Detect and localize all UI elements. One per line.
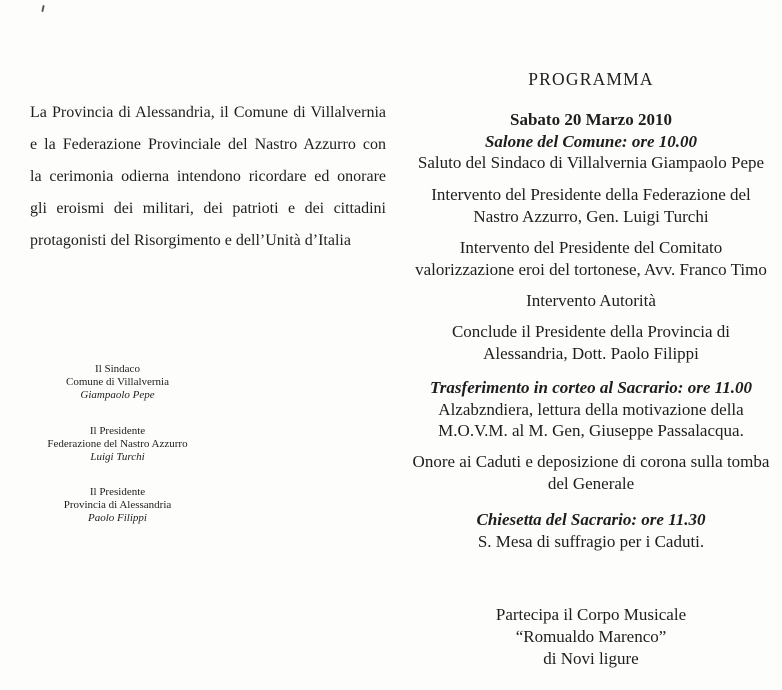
signature-block-presidente-federazione (15, 425, 220, 464)
program-line: Conclude il Presidente della Provincia di (451, 322, 731, 341)
signature-role: Il Presidente (89, 486, 146, 498)
signature-name: Giampaolo Pepe (80, 389, 155, 401)
program-venue-time: Trasferimento in corteo al Sacrario: ore 11.00 (430, 378, 752, 397)
signature-role: Il Presidente (89, 425, 146, 437)
program-item-onore-caduti (400, 451, 782, 494)
program-line: di Novi ligure (543, 649, 639, 668)
program-line: Alzabzndiera, lettura della motivazione della (438, 399, 744, 419)
program-venue-time: Salone del Comune: ore 10.00 (484, 131, 698, 151)
program-line: valorizzazione eroi del tortonese, Avv. Franco Timo (415, 259, 767, 279)
dedication-line: e la Federazione Provinciale del Nastro Azzurro con (30, 136, 386, 153)
program-line: Saluto del Sindaco di Villalvernia Giampaolo Pepe (417, 153, 765, 172)
signature-block-presidente-provincia (15, 486, 220, 525)
program-item-trasferimento-sacrario (400, 377, 782, 442)
signature-organization: Provincia di Alessandria (63, 499, 172, 511)
signature-name: Luigi Turchi (90, 451, 145, 463)
program-line: Intervento del Presidente della Federazione del (431, 185, 751, 204)
program-line: Intervento del Presidente del Comitato (459, 238, 723, 257)
program-line: M.O.V.M. al M. Gen, Giuseppe Passalacqua. (438, 421, 744, 440)
program-date: Sabato 20 Marzo 2010 (510, 110, 672, 129)
program-title: PROGRAMMA (528, 69, 654, 89)
program-item-intervento-federazione (400, 184, 782, 227)
program-item-salone-comune (400, 109, 782, 174)
program-item-chiesetta-sacrario (400, 509, 782, 552)
dedication-line: La Provincia di Alessandria, il Comune di Villalvernia (30, 104, 386, 121)
program-line: S. Mesa di suffragio per i Caduti. (477, 531, 705, 551)
dedication-paragraph (30, 97, 386, 257)
program-item-corpo-musicale (400, 604, 782, 670)
dedication-line: gli eroismi dei militari, dei patrioti e dei cittadini (30, 200, 386, 217)
program-item-conclude-presidente (400, 321, 782, 364)
signature-name: Paolo Filippi (88, 512, 147, 524)
program-line: Onore ai Caduti e deposizione di corona sulla tomba (412, 452, 770, 471)
program-line: Nastro Azzurro, Gen. Luigi Turchi (473, 206, 709, 226)
program-item-intervento-comitato (400, 237, 782, 280)
program-item-intervento-autorita (400, 290, 782, 312)
signature-role: Il Sindaco (95, 363, 140, 375)
program-venue-time: Chiesetta del Sacrario: ore 11.30 (476, 510, 706, 529)
signature-organization: Comune di Villalvernia (65, 376, 169, 388)
program-line: Alessandria, Dott. Paolo Filippi (483, 343, 699, 363)
dedication-line: la cerimonia odierna intendono ricordare ed onorare (30, 168, 386, 185)
program-line: del Generale (547, 473, 635, 493)
program-line: Partecipa il Corpo Musicale (495, 605, 687, 624)
scan-artifact-speck (41, 5, 44, 12)
dedication-line: protagonisti del Risorgimento e dell’Unità d’Italia (30, 232, 351, 249)
program-line: Intervento Autorità (526, 291, 656, 310)
signature-organization: Federazione del Nastro Azzurro (47, 438, 188, 450)
signature-block-sindaco (15, 363, 220, 402)
program-line: “Romualdo Marenco” (515, 627, 667, 646)
